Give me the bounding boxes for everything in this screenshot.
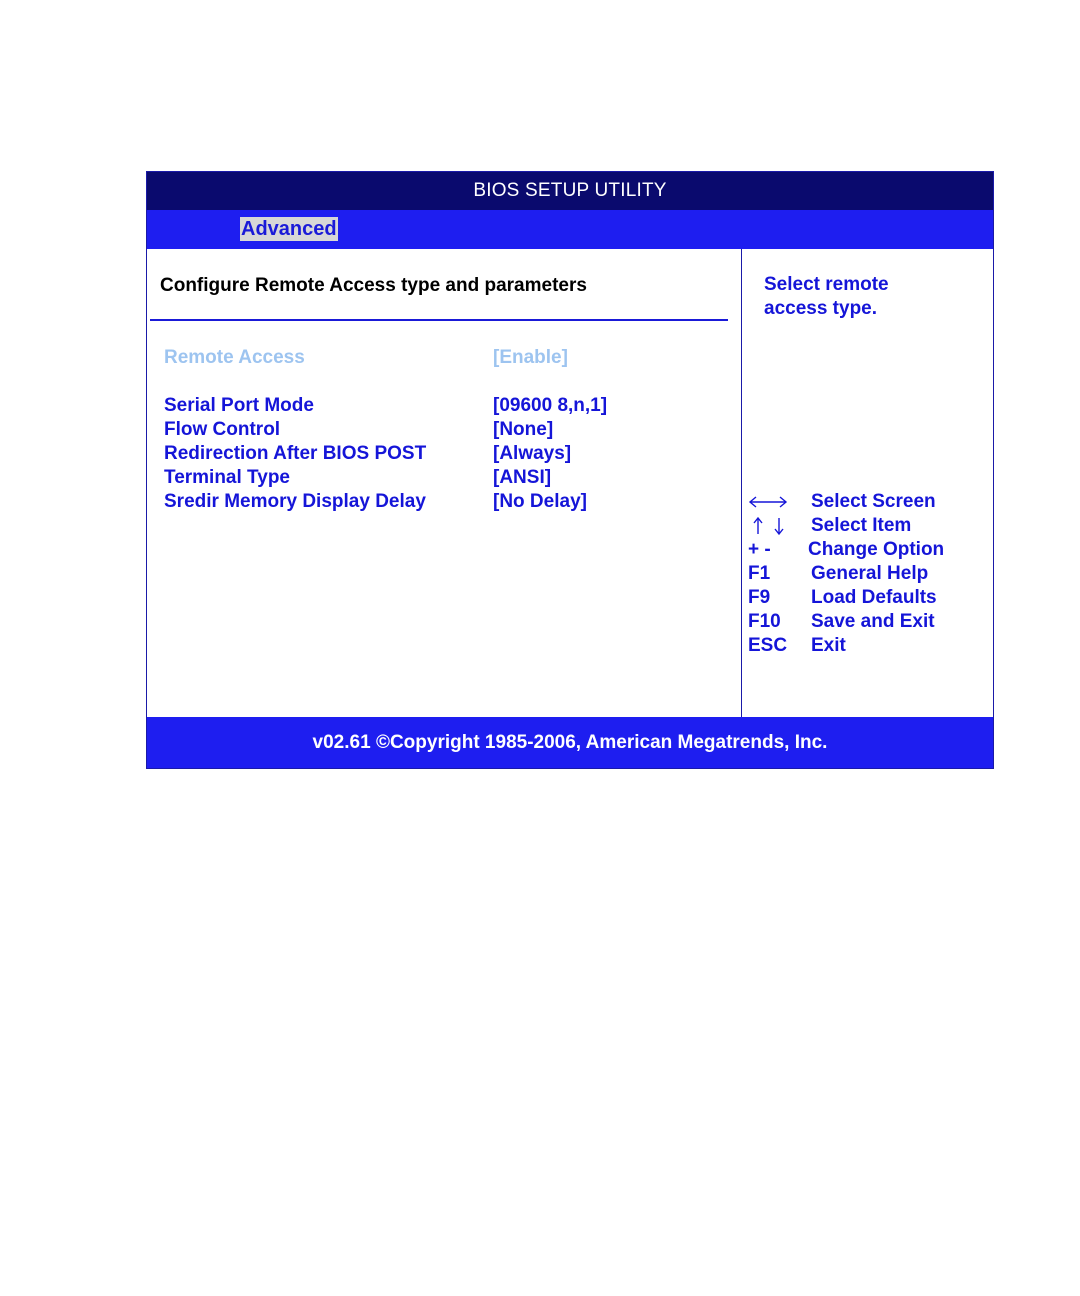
section-divider (150, 319, 728, 321)
key-select-item (748, 515, 988, 539)
key-description: Select Screen (811, 491, 936, 512)
setting-serial-port-mode[interactable] (164, 395, 724, 419)
setting-value[interactable]: [Enable] (493, 347, 568, 368)
window-title: BIOS SETUP UTILITY (473, 180, 667, 201)
setting-sredir-memory-display-delay[interactable] (164, 491, 724, 515)
key-label: F10 (748, 611, 781, 632)
key-label: F1 (748, 563, 771, 584)
key-description: General Help (811, 563, 929, 584)
key-description: Select Item (811, 515, 912, 536)
settings-panel (147, 249, 742, 717)
setting-redirection-after-bios-post[interactable] (164, 443, 724, 467)
menu-bar (147, 210, 993, 249)
setting-label: Remote Access (164, 347, 305, 368)
copyright-text: v02.61 ©Copyright 1985-2006, American Megatrends, Inc. (312, 731, 828, 753)
key-change-option (748, 539, 988, 563)
key-description: Exit (811, 635, 846, 656)
key-description: Change Option (808, 539, 945, 560)
key-save-and-exit (748, 611, 988, 635)
setting-label: Redirection After BIOS POST (164, 443, 427, 464)
help-line: Select remote (764, 274, 889, 295)
key-description: Load Defaults (811, 587, 937, 608)
setting-value[interactable]: [ANSI] (493, 467, 552, 488)
bios-window (146, 171, 994, 769)
help-panel (742, 249, 993, 717)
setting-label: Flow Control (164, 419, 281, 440)
key-description: Save and Exit (811, 611, 935, 632)
help-text (764, 273, 889, 321)
footer-bar (147, 717, 993, 768)
help-line: access type. (764, 298, 878, 319)
setting-label: Serial Port Mode (164, 395, 314, 416)
key-label: + - (748, 539, 771, 560)
setting-value[interactable]: [None] (493, 419, 554, 440)
setting-value[interactable]: [No Delay] (493, 491, 587, 512)
title-bar (147, 172, 993, 210)
key-select-screen (748, 491, 988, 515)
setting-flow-control[interactable] (164, 419, 724, 443)
key-exit (748, 635, 988, 659)
setting-terminal-type[interactable] (164, 467, 724, 491)
key-general-help (748, 563, 988, 587)
section-description: Configure Remote Access type and parameters (160, 275, 587, 296)
setting-label: Terminal Type (164, 467, 290, 488)
setting-value[interactable]: [Always] (493, 443, 572, 464)
key-label: ESC (748, 635, 788, 656)
tab-advanced[interactable]: Advanced (241, 218, 337, 240)
setting-label: Sredir Memory Display Delay (164, 491, 426, 512)
key-load-defaults (748, 587, 988, 611)
setting-value[interactable]: [09600 8,n,1] (493, 395, 608, 416)
setting-remote-access[interactable] (164, 347, 724, 371)
key-label: F9 (748, 587, 771, 608)
left-right-arrow-icon (748, 494, 788, 516)
